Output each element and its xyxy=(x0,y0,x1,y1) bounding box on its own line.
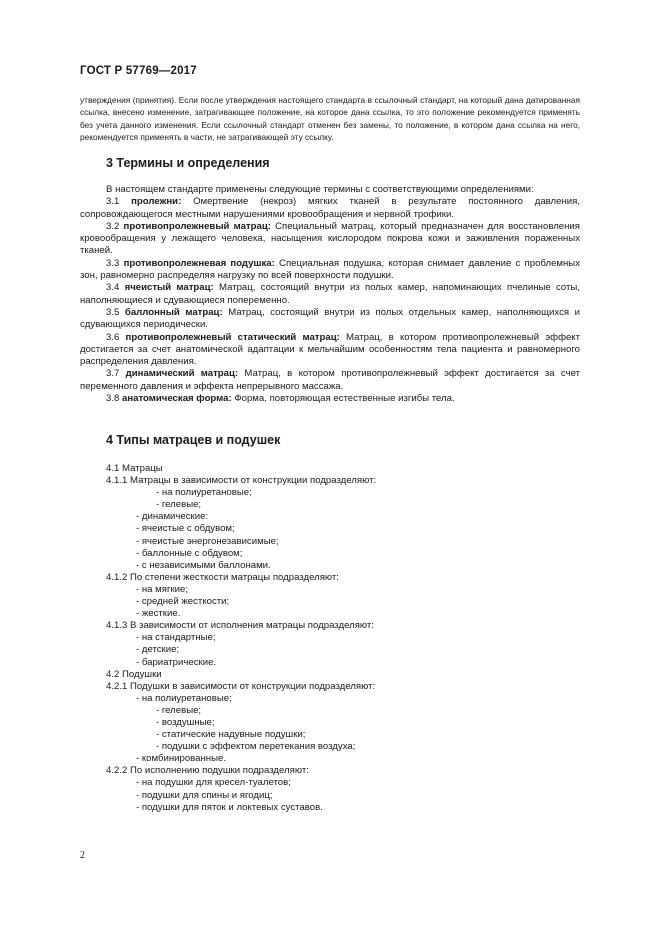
term-definition xyxy=(80,282,580,307)
term-definition xyxy=(80,332,580,369)
list-item: - гелевые; xyxy=(156,499,202,511)
list-item: 4.1.3 В зависимости от исполнения матрацы подразделяют: xyxy=(106,620,374,632)
section-3-title: 3 Термины и определения xyxy=(106,156,270,170)
term-number: 3.4 xyxy=(106,282,120,294)
term-name: пролежни: xyxy=(131,196,182,208)
term-name: противопролежневый матрац: xyxy=(123,220,271,232)
term-name: противопролежневый статический матрац: xyxy=(125,331,340,343)
list-item: 4.1.1 Матрацы в зависимости от конструкции подразделяют: xyxy=(106,475,377,487)
term-number: 3.5 xyxy=(106,306,120,318)
term-name: ячеистый матрац: xyxy=(124,282,214,294)
term-number: 3.3 xyxy=(106,257,120,269)
term-text: Матрац, в котором противопролежневый эффект достигается за счет анатомической адаптации к мельчайшим особенностям тела пациента и равномерного распределения давления. xyxy=(80,331,580,368)
term-number: 3.8 xyxy=(106,393,120,405)
term-text: Специальная подушка, которая снимает давление с проблемных зон, равномерно распределяя нагрузку по всей поверхности подушки. xyxy=(80,257,580,282)
list-item: 4.1.2 По степени жесткости матрацы подразделяют: xyxy=(106,571,339,583)
term-text: Специальный матрац, который предназначен для восстановления кровообращения у лежащего человека, насыщения кислородом покрова кожи и заживления пораженных тканей. xyxy=(80,220,580,257)
term-definition xyxy=(80,196,580,221)
term-text: Матрац, в котором противопролежневый эффект достигается за счет переменного давления и эффекта непрерывного массажа. xyxy=(80,368,580,392)
intro-paragraph: утверждения (принятия). Если после утверждения настоящего стандарта в ссылочный стандарт, на который дана датированная ссылка, внесено изменение, затрагивающее положение, на которое дана ссылка, то это положение рекомендуется применять без учета данного изменения. Если ссылочный стандарт отменен без замены, то положение, в котором дана ссылка на него, рекомендуется применять в части, не затрагивающей эту ссылку. xyxy=(80,95,580,143)
list-item: 4.1 Матрацы xyxy=(106,463,163,474)
list-item: - ячеистые с обдувом; xyxy=(136,523,235,535)
section-4-title: 4 Типы матрацев и подушек xyxy=(106,433,281,447)
list-item: - средней жесткости; xyxy=(136,596,230,608)
list-item: - воздушные; xyxy=(156,716,215,728)
term-number: 3.7 xyxy=(106,368,120,380)
list-item: - на стандартные; xyxy=(136,632,216,644)
list-item: - с независимыми баллонами. xyxy=(136,559,271,571)
list-item: 4.2.2 По исполнению подушки подразделяют: xyxy=(106,765,309,777)
terms-list xyxy=(80,184,580,405)
term-number: 3.2 xyxy=(106,220,120,232)
list-item: - подушки для пяток и локтевых суставов. xyxy=(136,801,323,813)
list-item: 4.2.1 Подушки в зависимости от конструкции подразделяют: xyxy=(106,680,376,692)
term-number: 3.6 xyxy=(106,331,120,343)
page-number: 2 xyxy=(80,850,85,861)
term-name: динамический матрац: xyxy=(125,368,239,380)
list-item: - на полиуретановые; xyxy=(156,487,252,499)
terms-lead: В настоящем стандарте применены следующие термины с соответствующими определениями: xyxy=(106,184,534,195)
list-item: - динамические: xyxy=(136,511,209,523)
list-item: - бариатрические. xyxy=(136,656,217,668)
document-header: ГОСТ Р 57769—2017 xyxy=(80,65,197,77)
term-definition xyxy=(80,258,580,283)
list-item: - на полиуретановые; xyxy=(136,692,232,704)
list-item: - статические надувные подушки; xyxy=(156,729,306,741)
list-item: - баллонные с обдувом; xyxy=(136,547,243,559)
list-item: - жесткие. xyxy=(136,608,181,620)
term-definition xyxy=(80,221,580,258)
term-definition xyxy=(80,393,580,405)
list-item: - подушки с эффектом перетекания воздуха; xyxy=(156,741,356,753)
list-item: - на мягкие; xyxy=(136,583,189,595)
term-text: Омертвение (некроз) мягких тканей в результате постоянного давления, сопровождающегося местными нарушениями кровообращения и нервной трофики. xyxy=(80,196,580,220)
term-definition xyxy=(80,368,580,393)
list-item: - на подушки для кресел-туалетов; xyxy=(136,777,291,789)
term-name: противопролежневая подушка: xyxy=(123,257,275,269)
term-definition xyxy=(80,307,580,332)
list-item: - комбинированные. xyxy=(136,753,226,765)
term-number: 3.1 xyxy=(106,196,120,208)
term-name: баллонный матрац: xyxy=(124,306,223,318)
list-item: 4.2 Подушки xyxy=(106,668,162,680)
term-text: Матрац, состоящий внутри из полых отдельных камер, наполняющихся и сдувающихся периодически. xyxy=(80,306,580,331)
list-item: - подушки для спины и ягодиц; xyxy=(136,789,273,801)
list-item: - детские; xyxy=(136,644,180,656)
term-text: Форма, повторяющая естественные изгибы тела. xyxy=(234,393,455,405)
types-list xyxy=(80,463,580,814)
list-item: - гелевые; xyxy=(156,704,202,716)
list-item: - ячеистые энергонезависимые; xyxy=(136,535,279,547)
term-text: Матрац, состоящий внутри из полых камер, напоминающих пчелиные соты, наполняющиеся и сдувающиеся попеременно. xyxy=(80,282,580,306)
term-name: анатомическая форма: xyxy=(122,393,232,405)
